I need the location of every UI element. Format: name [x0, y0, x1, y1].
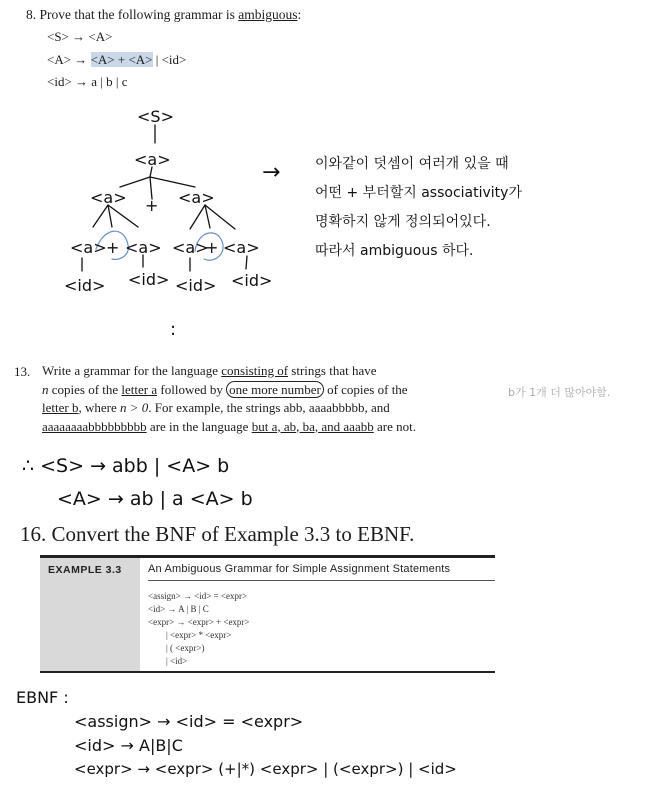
tree-node-a-right: <a> — [178, 188, 215, 207]
q8-rule-2-rhs: | <id> — [152, 52, 187, 67]
ebnf-line-1: <assign> → <id> = <expr> — [74, 712, 304, 731]
tree-edge — [120, 177, 150, 187]
tree-leaf-a: <a> — [172, 238, 209, 257]
q8-keyword: ambiguous — [238, 7, 298, 22]
q16-text: Convert the BNF of Example 3.3 to EBNF. — [51, 522, 415, 546]
q13-underlined: consisting of — [221, 363, 289, 378]
example-grammar-line: <assign> → <id> = <expr> — [148, 591, 248, 601]
q13-text: followed by — [157, 381, 227, 397]
ebnf-label: EBNF : — [16, 688, 69, 707]
q13-line-3 — [42, 399, 512, 418]
q13-text: copies of the — [48, 381, 122, 397]
tree-plus: + — [145, 196, 159, 215]
q13-underlined: but a, ab, ba, and aaabb — [251, 418, 374, 434]
example-grammar-line: | ( <expr>) — [148, 643, 205, 653]
q16-heading — [20, 522, 414, 547]
tree-leaf-a: <a> — [70, 238, 107, 257]
tree-id: <id> — [231, 271, 273, 290]
tree-edge — [190, 205, 205, 229]
q13-italic: n > 0 — [119, 400, 149, 415]
example-grammar-line: | <id> — [148, 656, 188, 666]
q13-side-note: b가 1개 더 많아야함. — [508, 386, 611, 399]
q8-rule-1: <S> → <A> — [47, 29, 113, 44]
q13-text: Write a grammar for the language — [42, 363, 222, 378]
q13-line-1 — [42, 362, 512, 381]
tree-id: <id> — [128, 270, 170, 289]
q13-text: . For example, the strings abb, aaaabbbbb, and — [148, 400, 390, 415]
tree-edge — [108, 205, 112, 227]
q8-colon: : — [297, 7, 302, 22]
tree-id: <id> — [175, 276, 217, 295]
q8-rule-2 — [47, 50, 186, 69]
example-box — [40, 555, 495, 673]
korean-note-line: 따라서 ambiguous 하다. — [315, 243, 474, 259]
ebnf-line-3: <expr> → <expr> (+|*) <expr> | (<expr>) | <id> — [74, 760, 457, 778]
q8-rule-2-highlight: <A> + <A> — [90, 52, 153, 67]
q13-line-4 — [42, 418, 512, 437]
q13-text: , where — [78, 400, 120, 415]
tree-edge — [246, 256, 247, 269]
q13-text: strings that have — [288, 363, 377, 378]
tree-leaf-plus: + — [205, 238, 219, 257]
tree-node-a-left: <a> — [90, 188, 127, 207]
q8-heading — [26, 5, 301, 24]
q16-number: 16. — [20, 522, 47, 546]
q8-number: 8. — [26, 7, 37, 22]
tree-root: <S> — [137, 107, 174, 126]
ebnf-line-2: <id> → A|B|C — [74, 736, 183, 755]
tree-arrow: → — [262, 160, 281, 185]
answer13-line-2: <A> → ab | a <A> b — [57, 488, 253, 510]
example-label: EXAMPLE 3.3 — [48, 564, 122, 576]
q13-underlined: aaaaaaaabbbbbbbbb — [42, 418, 147, 434]
tree-edge — [93, 205, 108, 227]
tree-id: <id> — [64, 276, 106, 295]
tree-edge — [108, 205, 138, 227]
example-grammar-line: | <expr> * <expr> — [148, 630, 232, 640]
q13-text: are in the language — [146, 418, 252, 434]
tree-leaf-a: <a> — [125, 238, 162, 257]
q13-text: are not. — [373, 418, 416, 434]
tree-continuation-dots: : — [170, 319, 177, 340]
q8-rule-3: <id> → a | b | c — [47, 74, 128, 89]
korean-note-line: 명확하지 않게 정의되어있다. — [315, 214, 491, 230]
q13-number: 13. — [14, 364, 31, 379]
example-grammar-line: <id> → A | B | C — [148, 604, 209, 614]
answer13-line-1: ∴ <S> → abb | <A> b — [22, 455, 230, 477]
korean-note — [315, 150, 522, 266]
q13-italic-n: n — [42, 381, 49, 397]
tree-leaf-a: <a> — [223, 238, 260, 257]
q8-rule-2-lhs: <A> → — [47, 52, 91, 67]
korean-note-line: 이와같이 덧셈이 여러개 있을 때 — [315, 156, 509, 172]
q13-underlined: letter b — [42, 400, 79, 415]
q13-circled: one more number — [226, 381, 324, 398]
example-divider — [148, 580, 495, 581]
q13-body — [42, 362, 512, 436]
tree-node-a: <a> — [134, 150, 171, 169]
q13-underlined: letter a — [121, 381, 158, 397]
tree-leaf-plus: + — [106, 238, 120, 257]
example-grammar-line: <expr> → <expr> + <expr> — [148, 617, 250, 627]
q8-prompt: Prove that the following grammar is — [39, 7, 235, 22]
q13-text: of copies of the — [323, 381, 408, 397]
tree-edge — [150, 177, 195, 187]
korean-note-line: 어떤 + 부터할지 associativity가 — [315, 185, 522, 201]
example-title: An Ambiguous Grammar for Simple Assignment Statements — [148, 563, 451, 575]
q13-line-2 — [42, 381, 512, 400]
